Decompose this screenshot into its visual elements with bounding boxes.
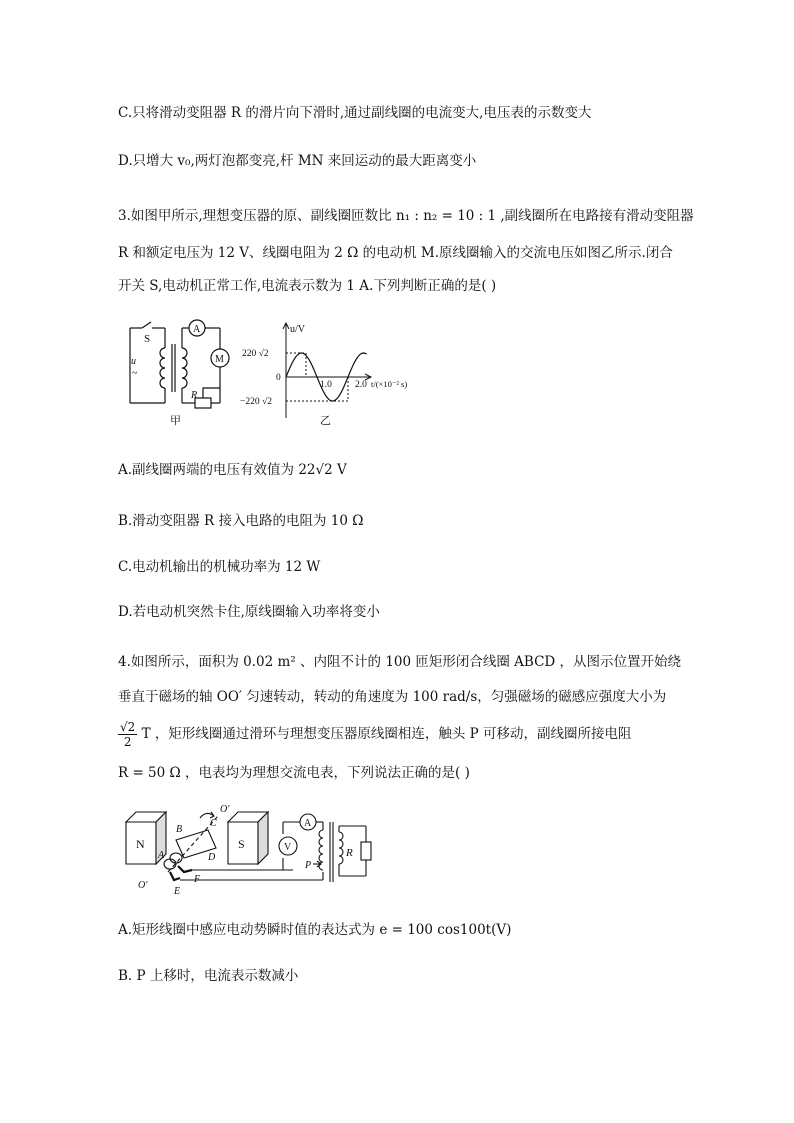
q4-magnet-s-label: S bbox=[238, 837, 245, 851]
q4-option-b: B. P 上移时，电流表示数减小 bbox=[118, 968, 299, 984]
q4-resistor-label: R bbox=[346, 847, 353, 859]
q3-stem-line-3: 开关 S,电动机正常工作,电流表示数为 1 A.下列判断正确的是( ) bbox=[118, 278, 497, 294]
q4-option-a: A.矩形线圈中感应电动势瞬时值的表达式为 e = 100 cos100t(V) bbox=[118, 922, 512, 938]
q3-yi-ylabel: u/V bbox=[290, 324, 305, 335]
q4-axis-o-bottom-label: O′ bbox=[138, 880, 148, 891]
q3-option-d: D.若电动机突然卡住,原线圈输入功率将变小 bbox=[118, 604, 380, 620]
q2-option-c: C.只将滑动变阻器 R 的滑片向下滑时,通过副线圈的电流变大,电压表的示数变大 bbox=[118, 105, 592, 121]
q3-jia-motor-label: M bbox=[215, 354, 224, 365]
q3-stem-line-2: R 和额定电压为 12 V、线圈电阻为 2 Ω 的电动机 M.原线圈输入的交流电压如图乙所示.闭合 bbox=[118, 245, 673, 261]
q3-circuit-figure-jia bbox=[120, 318, 245, 430]
q4-ammeter-label: A bbox=[304, 818, 312, 829]
q4-coil-c-label: C bbox=[210, 818, 217, 829]
q3-yi-ytick-top: 220 √2 bbox=[242, 349, 269, 359]
q3-option-b: B.滑动变阻器 R 接入电路的电阻为 10 Ω bbox=[118, 513, 364, 529]
q4-coil-a-label: A bbox=[158, 850, 165, 861]
q4-stem-line-3: $\frac{√2}{2}$ T ，矩形线圈通过滑环与理想变压器原线圈相连，触头 P 可移动，副线圈所接电阻 bbox=[120, 720, 632, 749]
q3-yi-xtick-1: 1.0 bbox=[320, 380, 332, 390]
q3-jia-caption: 甲 bbox=[170, 415, 181, 427]
q4-coil-b-label: B bbox=[176, 824, 183, 835]
q4-stem-line-4: R = 50 Ω ，电表均为理想交流电表，下列说法正确的是( ) bbox=[118, 765, 470, 781]
q4-slider-p-label: P bbox=[305, 860, 312, 871]
q3-yi-ytick-bottom: −220 √2 bbox=[240, 397, 272, 407]
q3-jia-u-label: u bbox=[131, 356, 136, 367]
q4-brush-f-label: F bbox=[194, 874, 201, 885]
q4-fraction: $\frac{√2}{2}$ bbox=[120, 720, 136, 749]
q3-voltage-chart-yi bbox=[240, 318, 430, 430]
q3-yi-xtick-2: 2.0 bbox=[355, 380, 367, 390]
q3-jia-tilde-label: ~ bbox=[132, 368, 138, 379]
q4-generator-figure bbox=[118, 800, 378, 900]
q4-magnet-n-label: N bbox=[136, 837, 145, 851]
q3-yi-caption: 乙 bbox=[320, 415, 331, 427]
q4-axis-o-top-label: O′ bbox=[220, 804, 230, 815]
q4-stem-line-2: 垂直于磁场的轴 OO′ 匀速转动，转动的角速度为 100 rad/s，匀强磁场的磁感应强度大小为 bbox=[118, 689, 667, 705]
q3-option-c: C.电动机输出的机械功率为 12 W bbox=[118, 559, 321, 575]
q4-voltmeter-label: V bbox=[284, 842, 292, 853]
q3-yi-ytick-zero: 0 bbox=[276, 373, 281, 383]
q3-option-a: A.副线圈两端的电压有效值为 22√2 V bbox=[118, 462, 347, 478]
q2-option-d: D.只增大 v₀,两灯泡都变亮,杆 MN 来回运动的最大距离变小 bbox=[118, 153, 477, 169]
q3-stem-line-1: 3.如图甲所示,理想变压器的原、副线圈匝数比 n₁ : n₂ = 10 : 1 ,副线圈所在电路接有滑动变阻器 bbox=[118, 208, 694, 224]
q3-yi-xlabel: t/(×10⁻² s) bbox=[371, 379, 408, 389]
q4-stem-line-1: 4.如图所示，面积为 0.02 m² 、内阻不计的 100 匝矩形闭合线圈 ABCD ，从图示位置开始绕 bbox=[118, 654, 682, 670]
q3-jia-ammeter-label: A bbox=[193, 324, 201, 335]
q3-jia-rheostat-label: R bbox=[191, 390, 198, 401]
q3-jia-switch-label: S bbox=[144, 333, 151, 345]
q4-brush-e-label: E bbox=[174, 886, 181, 897]
q4-coil-d-label: D bbox=[208, 852, 216, 863]
